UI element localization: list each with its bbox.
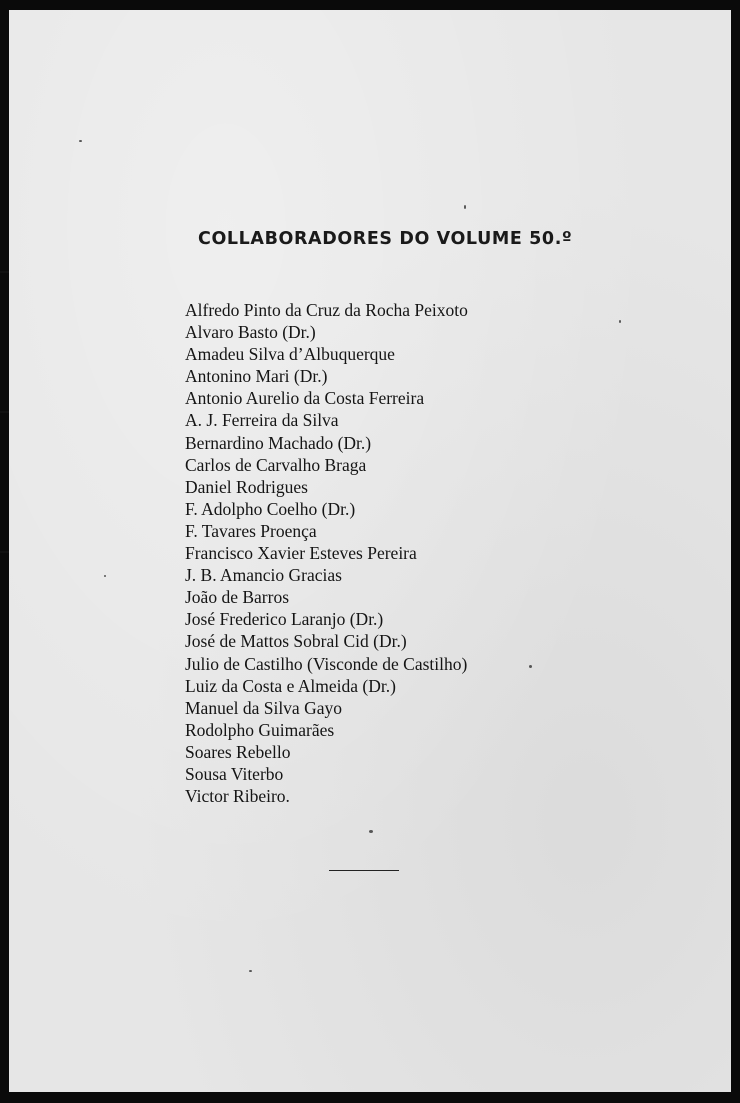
contributor-name: A. J. Ferreira da Silva — [185, 410, 339, 431]
contributor-name: Amadeu Silva d’Albuquerque — [185, 344, 395, 365]
contributor-name: F. Tavares Proença — [185, 520, 317, 541]
paper-speck — [249, 970, 252, 972]
contributor-name: Soares Rebello — [185, 741, 291, 762]
paper-speck — [369, 830, 373, 833]
contributor-name: Carlos de Carvalho Braga — [185, 454, 367, 475]
paper-speck — [464, 205, 466, 209]
paper-speck — [79, 140, 82, 142]
contributor-name: Alvaro Basto (Dr.) — [185, 322, 316, 343]
contributor-name: José Frederico Laranjo (Dr.) — [185, 609, 384, 630]
contributor-name: Julio de Castilho (Visconde de Castilho) — [185, 653, 468, 674]
contributor-name: Manuel da Silva Gayo — [185, 697, 342, 718]
contributor-name: Alfredo Pinto da Cruz da Rocha Peixoto — [185, 300, 468, 320]
contributor-list — [185, 299, 468, 807]
contributor-name: Antonio Aurelio da Costa Ferreira — [185, 388, 425, 409]
paper-speck — [104, 575, 106, 577]
paper-speck — [529, 665, 532, 668]
contributor-name: Francisco Xavier Esteves Pereira — [185, 543, 417, 564]
contributor-name: Luiz da Costa e Almeida (Dr.) — [185, 675, 396, 696]
paper-page — [9, 10, 731, 1092]
contributor-name: Daniel Rodrigues — [185, 476, 308, 497]
contributor-name: Bernardino Machado (Dr.) — [185, 432, 372, 453]
contributor-name: João de Barros — [185, 587, 290, 608]
closing-rule — [329, 870, 399, 871]
page-title: COLLABORADORES DO VOLUME 50.º — [198, 229, 573, 249]
contributor-name: Rodolpho Guimarães — [185, 719, 335, 740]
contributor-name: José de Mattos Sobral Cid (Dr.) — [185, 631, 407, 652]
contributor-name: Sousa Viterbo — [185, 763, 284, 784]
paper-speck — [619, 320, 621, 323]
contributor-name: Victor Ribeiro. — [185, 786, 290, 807]
contributor-name: Antonino Mari (Dr.) — [185, 366, 328, 387]
contributor-name: J. B. Amancio Gracias — [185, 565, 342, 586]
contributor-name: F. Adolpho Coelho (Dr.) — [185, 498, 356, 519]
